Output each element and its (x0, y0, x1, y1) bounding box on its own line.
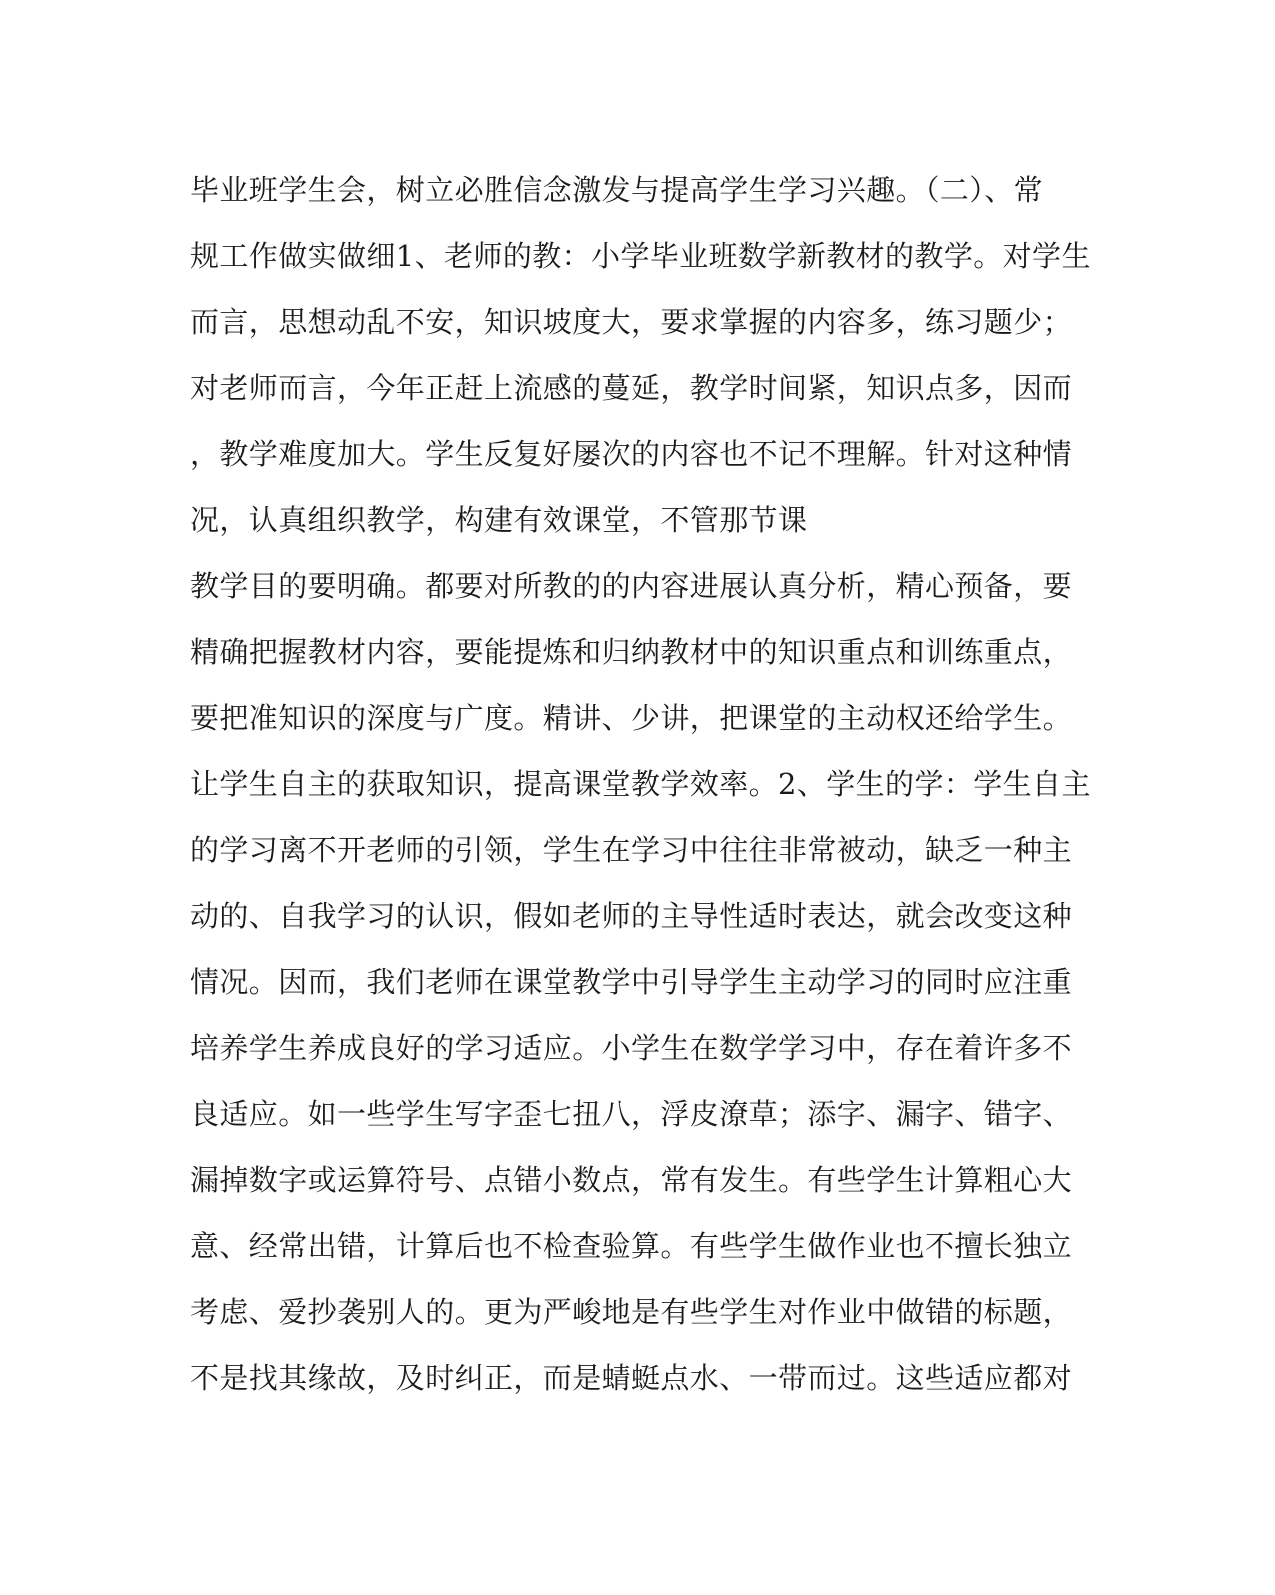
text-line: 对老师而言，今年正赶上流感的蔓延，教学时间紧，知识点多，因而 (190, 371, 1073, 405)
text-line: ，教学难度加大。学生反复好屡次的内容也不记不理解。针对这种情 (190, 437, 1073, 471)
text-line: 培养学生养成良好的学习适应。小学生在数学学习中，存在着许多不 (190, 1031, 1073, 1065)
document-body (190, 168, 1091, 1422)
text-line: 考虑、爱抄袭别人的。更为严峻地是有些学生对作业中做错的标题， (190, 1295, 1073, 1329)
text-line: 的学习离不开老师的引领，学生在学习中往往非常被动，缺乏一种主 (190, 833, 1073, 867)
text-line: 让学生自主的获取知识，提高课堂教学效率。2、学生的学：学生自主 (190, 767, 1091, 801)
text-line: 情况。因而，我们老师在课堂教学中引导学生主动学习的同时应注重 (190, 965, 1073, 999)
text-line: 而言，思想动乱不安，知识坡度大，要求掌握的内容多，练习题少； (190, 305, 1073, 339)
text-line: 意、经常出错，计算后也不检查验算。有些学生做作业也不擅长独立 (190, 1229, 1073, 1263)
text-line: 要把准知识的深度与广度。精讲、少讲，把课堂的主动权还给学生。 (190, 701, 1073, 735)
text-line: 精确把握教材内容，要能提炼和归纳教材中的知识重点和训练重点， (190, 635, 1073, 669)
text-line: 况，认真组织教学，构建有效课堂，不管那节课 (190, 503, 808, 537)
text-line: 漏掉数字或运算符号、点错小数点，常有发生。有些学生计算粗心大 (190, 1163, 1073, 1197)
text-line: 良适应。如一些学生写字歪七扭八，浮皮潦草；添字、漏字、错字、 (190, 1097, 1073, 1131)
text-line: 规工作做实做细1、老师的教：小学毕业班数学新教材的教学。对学生 (190, 239, 1091, 273)
text-line: 教学目的要明确。都要对所教的的内容进展认真分析，精心预备，要 (190, 569, 1073, 603)
text-line: 不是找其缘故，及时纠正，而是蜻蜓点水、一带而过。这些适应都对 (190, 1361, 1073, 1395)
text-line: 毕业班学生会，树立必胜信念激发与提高学生学习兴趣。（二）、常 (190, 173, 1044, 207)
text-line: 动的、自我学习的认识，假如老师的主导性适时表达，就会改变这种 (190, 899, 1073, 933)
